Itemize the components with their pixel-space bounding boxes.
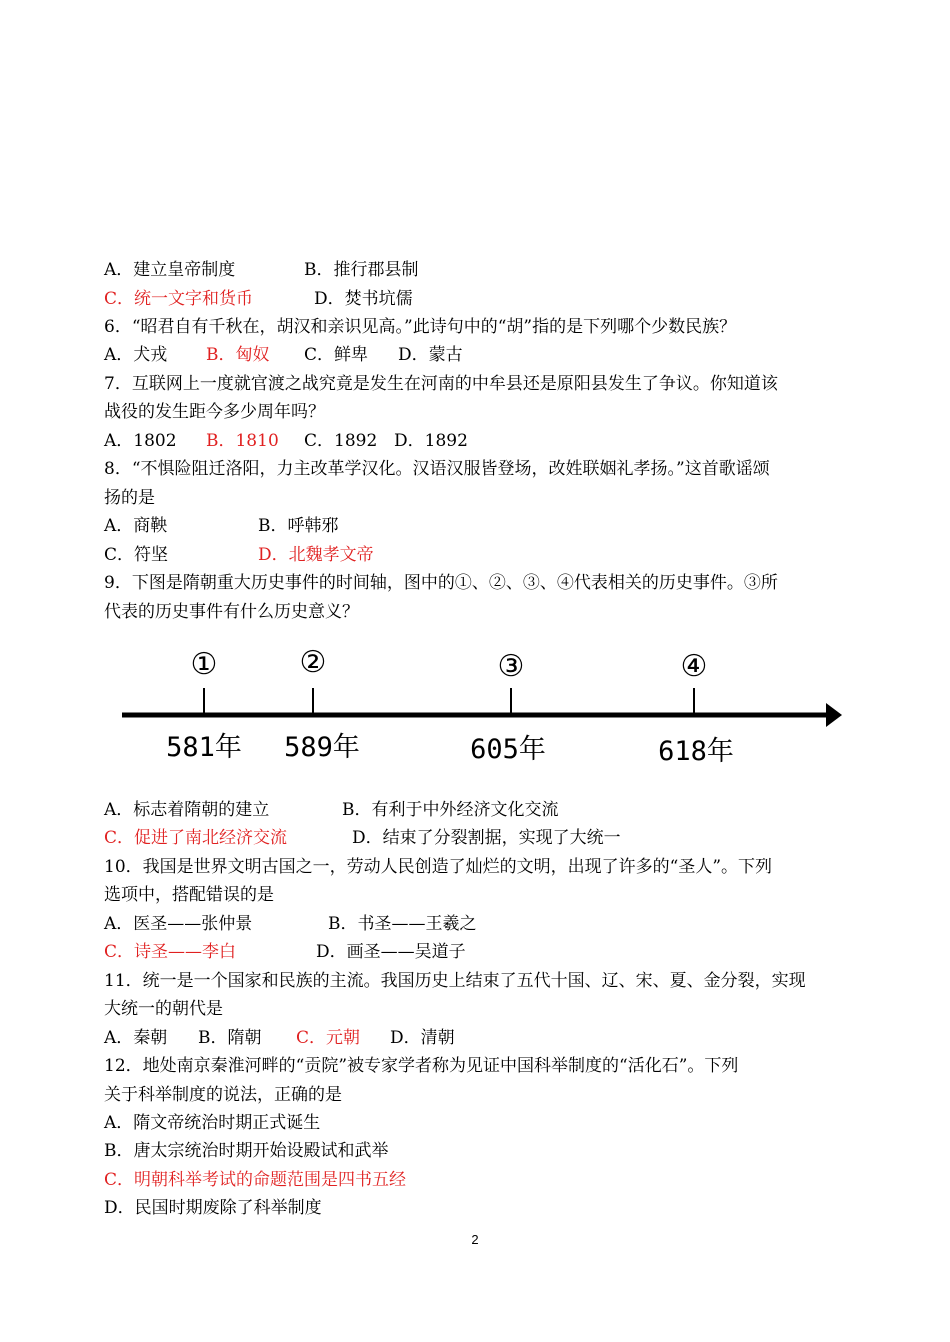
timeline-arrowhead xyxy=(826,703,842,727)
q12-stem-line-2: 关于科举制度的说法，正确的是 xyxy=(104,1085,342,1105)
q8-option-c: C．符坚 xyxy=(104,545,169,565)
q11-stem-line-2: 大统一的朝代是 xyxy=(104,999,223,1019)
q10-stem-line-1: 10．我国是世界文明古国之一，劳动人民创造了灿烂的文明，出现了许多的“圣人”。下列 xyxy=(104,857,773,877)
q7-option-b-answer: B．1810 xyxy=(206,431,279,451)
q10-option-c-answer: C．诗圣——李白 xyxy=(104,942,237,962)
q12-option-a: A．隋文帝统治时期正式诞生 xyxy=(104,1113,321,1133)
q9-stem-line-2: 代表的历史事件有什么历史意义？ xyxy=(104,602,359,622)
q5-option-a: A．建立皇帝制度 xyxy=(104,260,236,280)
timeline-year-2: 589年 xyxy=(284,732,360,763)
q8-option-a: A．商鞅 xyxy=(104,516,168,536)
timeline-year-3: 605年 xyxy=(470,734,546,765)
q7-stem-line-2: 战役的发生距今多少周年吗？ xyxy=(104,402,325,422)
q10-option-a: A．医圣——张仲景 xyxy=(104,914,253,934)
q11-option-d: D．清朝 xyxy=(390,1028,455,1048)
q12-option-d: D．民国时期废除了科举制度 xyxy=(104,1198,322,1218)
q5-row-1 xyxy=(104,256,419,284)
q6-option-b-answer: B．匈奴 xyxy=(206,345,270,365)
q6-stem: 6．“昭君自有千秋在，胡汉和亲识见高。”此诗句中的“胡”指的是下列哪个少数民族？ xyxy=(104,317,737,337)
q12-option-c-answer: C．明朝科举考试的命题范围是四书五经 xyxy=(104,1170,407,1190)
q7-option-a: A．1802 xyxy=(104,431,177,451)
q6-option-a: A．犬戎 xyxy=(104,345,168,365)
q6-options xyxy=(104,341,463,369)
timeline-year-1: 581年 xyxy=(166,732,242,763)
q10-row-2 xyxy=(104,938,466,966)
q9-option-a: A．标志着隋朝的建立 xyxy=(104,800,270,820)
q10-option-b: B．书圣——王羲之 xyxy=(328,914,477,934)
q9-option-d: D．结束了分裂割据，实现了大统一 xyxy=(352,828,621,848)
q12-option-b: B．唐太宗统治时期开始设殿试和武举 xyxy=(104,1141,389,1161)
q8-option-d-answer: D．北魏孝文帝 xyxy=(258,545,374,565)
q12-stem-line-1: 12．地处南京秦淮河畔的“贡院”被专家学者称为见证中国科举制度的“活化石”。下列 xyxy=(104,1056,739,1076)
q5-option-c-answer: C．统一文字和货币 xyxy=(104,289,254,309)
q11-option-b: B．隋朝 xyxy=(198,1028,262,1048)
q11-stem-line-1: 11．统一是一个国家和民族的主流。我国历史上结束了五代十国、辽、宋、夏、金分裂，实现 xyxy=(104,971,806,991)
timeline-year-4: 618年 xyxy=(658,736,734,767)
q9-option-c-answer: C．促进了南北经济交流 xyxy=(104,828,288,848)
sui-timeline-figure xyxy=(110,640,850,770)
q7-stem-line-1: 7．互联网上一度就官渡之战究竟是发生在河南的中牟县还是原阳县发生了争议。你知道该 xyxy=(104,374,778,394)
q7-option-c: C．1892 xyxy=(304,431,378,451)
q11-option-c-answer: C．元朝 xyxy=(296,1028,361,1048)
q9-option-b: B．有利于中外经济文化交流 xyxy=(342,800,559,820)
q8-stem-line-1: 8．“不惧险阻迁洛阳，力主改革学汉化。汉语汉服皆登场，改姓联姻礼孝扬。”这首歌谣颂 xyxy=(104,459,770,479)
q5-row-2 xyxy=(104,285,413,313)
q10-stem-line-2: 选项中，搭配错误的是 xyxy=(104,885,274,905)
q5-option-b: B．推行郡县制 xyxy=(304,260,419,280)
q9-row-2 xyxy=(104,824,621,852)
q9-row-1 xyxy=(104,796,559,824)
q11-options xyxy=(104,1024,455,1052)
q8-option-b: B．呼韩邪 xyxy=(258,516,339,536)
q5-option-d: D．焚书坑儒 xyxy=(314,289,413,309)
page-number: 2 xyxy=(471,1232,479,1247)
q7-option-d: D．1892 xyxy=(394,431,468,451)
q8-row-1 xyxy=(104,512,339,540)
q8-row-2 xyxy=(104,541,374,569)
q10-row-1 xyxy=(104,910,477,938)
timeline-marker-2: ② xyxy=(299,645,327,680)
q6-option-d: D．蒙古 xyxy=(398,345,463,365)
timeline-marker-4: ④ xyxy=(680,649,708,684)
q10-option-d: D．画圣——吴道子 xyxy=(316,942,466,962)
q7-options xyxy=(104,427,468,455)
q6-option-c: C．鲜卑 xyxy=(304,345,369,365)
q11-option-a: A．秦朝 xyxy=(104,1028,168,1048)
timeline-marker-1: ① xyxy=(190,647,218,682)
q8-stem-line-2: 扬的是 xyxy=(104,488,155,508)
q9-stem-line-1: 9．下图是隋朝重大历史事件的时间轴，图中的①、②、③、④代表相关的历史事件。③所 xyxy=(104,573,778,593)
timeline-marker-3: ③ xyxy=(497,649,525,684)
